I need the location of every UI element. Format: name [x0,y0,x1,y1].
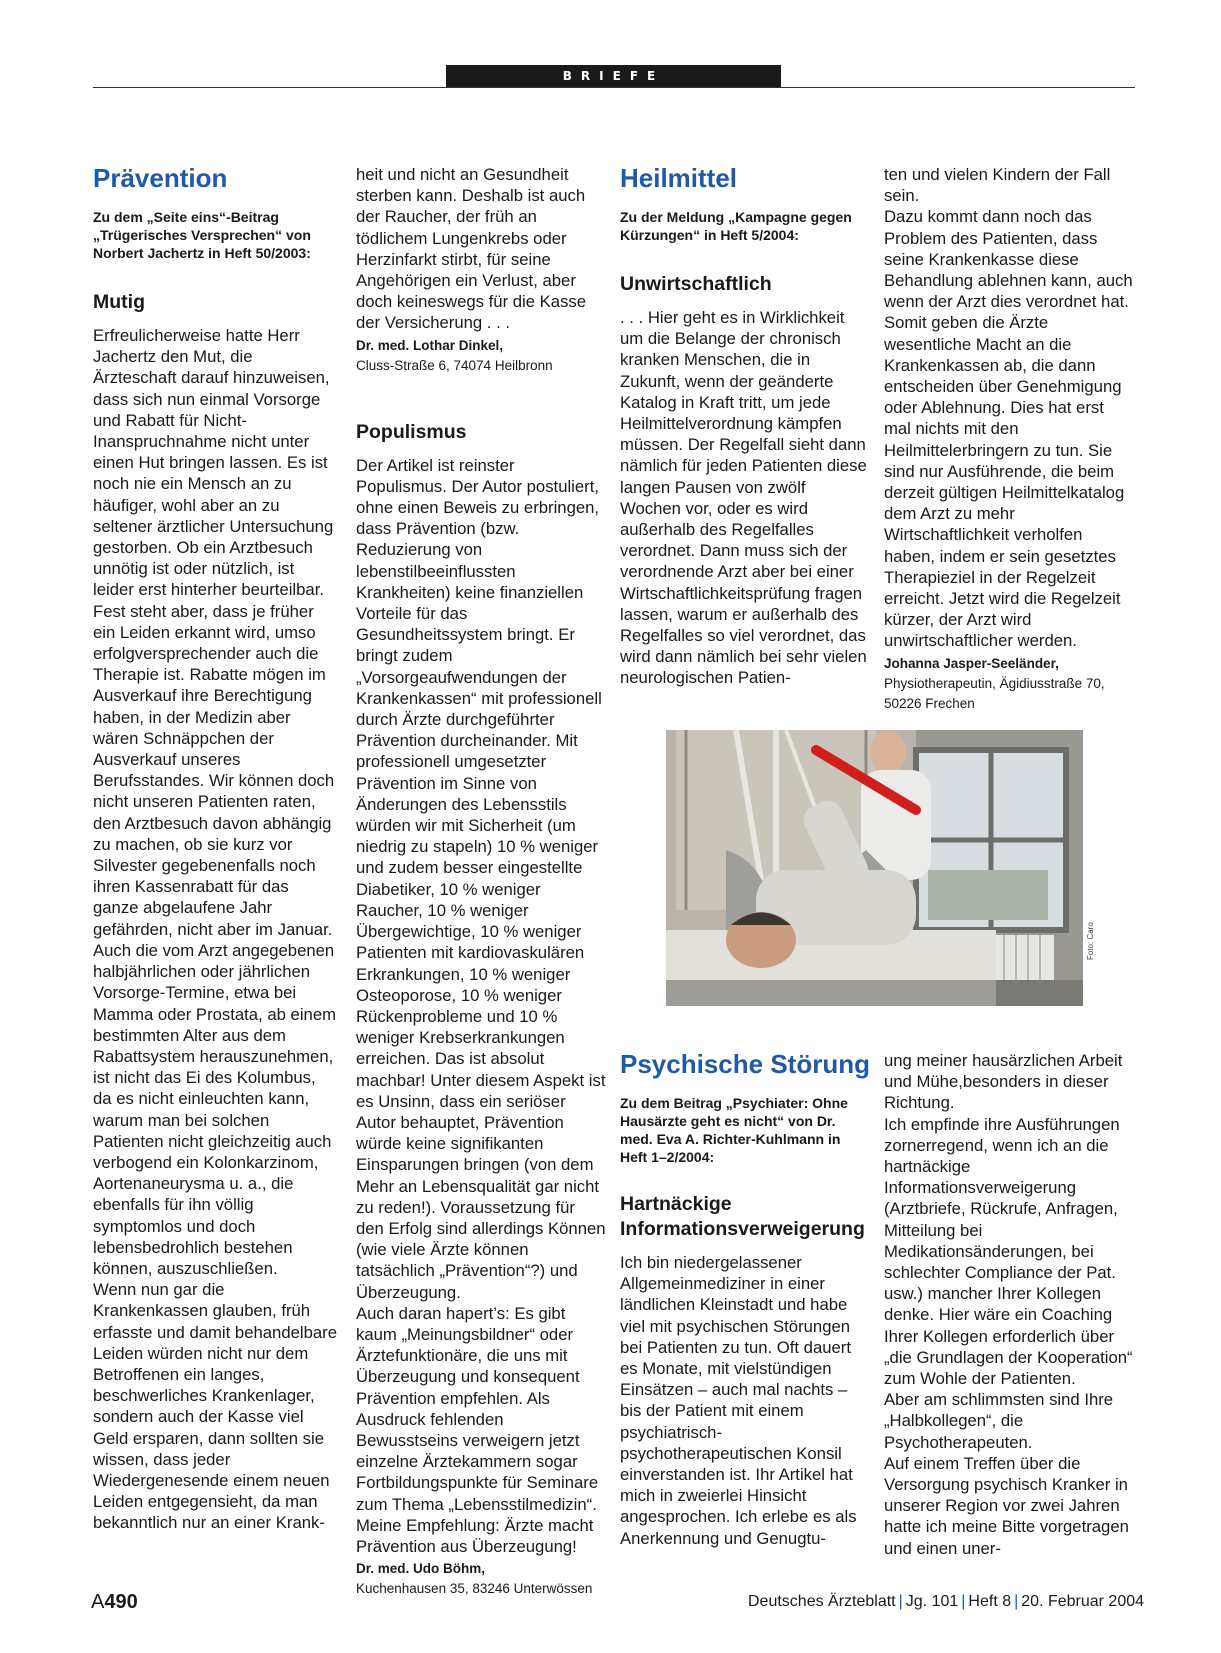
letter-heading-unwirtschaftlich: Unwirtschaftlich [620,273,772,295]
physiotherapy-photo [666,730,1083,1006]
letter-heading-populismus: Populismus [356,420,467,443]
letter-paragraph: . . . Hier geht es in Wirklichkeit um die Belange der chronisch kranken Menschen, die in Zukunft, wenn der geänderte Katalog in Kraft tritt, um jede Heilmittelverordnung kämpfen müssen. Der Regelfall sieht dann nämlich für jeden Patienten diese langen Pausen von zwölf Wochen vor, oder es wird außerhalb des Regelfalles verordnet. Dann muss sich der verordnende Arzt aber bei einer Wirtschaftlichkeitsprüfung fragen lassen, warum er außerhalb des Regelfalles so viel verordnet, das wird dann nämlich bei sehr vielen neurologischen Patien- [620,308,867,688]
section-title-heilmittel: Heilmittel [620,163,738,193]
section-title-praevention: Prävention [93,163,228,193]
article-reference: Zu dem Beitrag „Psychiater: Ohne Hausärzte geht es nicht“ von Dr. med. Eva A. Richter-Kuhlmann in Heft 1–2/2004: [620,1095,848,1165]
letter-paragraph: Ich empfinde ihre Ausführungen zornerregend, wenn ich an die hartnäckige Informationsverweigerung (Arztbriefe, Rückrufe, Anfragen, Mitteilung bei Medikationsänderungen, bei schlechter Compliance der Pat. usw.) mancher Ihrer Kollegen denke. Hier wäre ein Coaching Ihrer Kollegen erforderlich über „die Grundlagen der Kooperation“ zum Wohle der Patienten. [884,1114,1133,1389]
column-4 [884,164,1134,714]
letter-author: Johanna Jasper-Seeländer, [884,655,1059,671]
letter-author: Dr. med. Udo Böhm, [356,1561,486,1577]
letter-heading-mutig: Mutig [93,291,145,313]
letter-address: Cluss-Straße 6, 74074 Heilbronn [356,357,553,373]
page-prefix: A [91,1591,105,1613]
column-6 [884,1050,1134,1559]
article-reference: Zu dem „Seite eins“-Beitrag „Trügerisches Versprechen“ von Norbert Jachertz in Heft 50/2003: [93,209,311,261]
letter-paragraph: Auch daran hapert’s: Es gibt kaum „Meinungsbildner“ oder Ärztefunktionäre, die uns mit Überzeugung und konsequent Prävention empfehlen. Als Ausdruck fehlenden Bewusstseins verweigern jetzt einzelne Ärztekammern sogar Fortbildungspunkte für Seminare zum Thema „Lebensstilmedizin“. Meine Empfehlung: Ärzte macht Prävention aus Überzeugung! [356,1303,599,1556]
letter-paragraph: Ich bin niedergelassener Allgemeinmediziner in einer ländlichen Kleinstadt und habe viel mit psychischen Störungen bei Patienten zu tun. Oft dauert es Monate, mit vielstündigen Einsätzen – auch mal nachts – bis der Patient mit einem psychiatrisch-psychotherapeutischen Konsil einverstanden ist. Ihr Artikel hat mich in zweierlei Hinsicht angesprochen. Ich erlebe es als Anerkennung und Genugtu- [620,1253,857,1548]
letter-address: Kuchenhausen 35, 83246 Unterwössen [356,1581,593,1597]
letter-paragraph: heit und nicht an Gesundheit sterben kann. Deshalb ist auch der Raucher, der früh an tödlichem Lungenkrebs oder Herzinfarkt stirbt, für seine Angehörigen ein Verlust, aber doch keineswegs für die Kasse der Versicherung . . . [356,165,587,333]
section-label: BRIEFE [446,65,781,87]
journal-footer: Deutsches Ärzteblatt | Jg. 101 | Heft 8 | 20. Februar 2004 [748,1593,1145,1610]
column-1 [93,162,337,1534]
journal-volume: Jg. 101 [905,1593,959,1610]
letter-paragraph: Wenn nun gar die Krankenkassen glauben, früh erfasste und damit behandelbare Leiden würden nicht nur dem Betroffenen ein langes, beschwerliches Krankenlager, sondern auch der Kasse viel Geld ersparen, dann sollten sie wissen, dass jeder Wiedergenesende einem neuen Leiden entgegensieht, da man bekanntlich nur an einer Krank- [93,1280,337,1533]
page-number-value: 490 [104,1591,138,1613]
letter-author: Dr. med. Lothar Dinkel, [356,337,504,353]
letter-paragraph: Erfreulicherweise hatte Herr Jachertz den Mut, die Ärzteschaft darauf hinzuweisen, dass sich nun einmal Vorsorge und Rabatt für Nicht-Inanspruchnahme nicht unter einen Hut bringen lassen. Es ist noch nie ein Mensch an zu häufiger, wohl aber an zu seltener ärztlicher Untersuchung gestorben. Ob ein Arztbesuch unnötig ist oder nützlich, ist leider erst hinterher beurteilbar. Fest steht aber, dass je früher ein Leiden erkannt wird, umso erfolgversprechender auch die Therapie ist. Rabatte mögen im Ausverkauf ihre Berechtigung haben, in der Medizin aber wären Schnäppchen der Ausverkauf unseres Berufsstandes. Wir können doch nicht unseren Patienten raten, den Arztbesuch davon abhängig zu machen, ob sie kurz vor Silvester gegebenenfalls noch ihren Kassenrabatt für das ganze abgelaufene Jahr gefährden, nicht aber im Januar. Auch die vom Arzt angegebenen halbjährlichen oder jährlichen Vorsorge-Termine, etwa bei Mamma oder Prostata, ab einem bestimmten Alter aus dem Rabattsystem herauszunehmen, ist nicht das Ei des Kolumbus, da es nicht einleuchten kann, warum man bei solchen Patienten nicht gleichzeitig auch verbogend ein Kolonkarzinom, Aortenaneurysma u. a., die ebenfalls für ihn völlig symptomlos und doch lebensbedrohlich bestehen können, auszuschließen. [93,326,337,1278]
article-reference: Zu der Meldung „Kampagne gegen Kürzungen“ in Heft 5/2004: [620,209,852,243]
header-rule [93,87,1135,88]
letter-paragraph: Der Artikel ist reinster Populismus. Der Autor postuliert, ohne einen Beweis zu erbringen, dass Prävention (bzw. Reduzierung von lebenstilbeeinflussten Krankheiten) keine finanziellen Vorteile für das Gesundheitssystem bringt. Er bringt zudem „Vorsorgeaufwendungen der Krankenkassen“ mit professionell durch Ärzte durchgeführter Prävention durcheinander. Mit professionell umgesetzter Prävention im Sinne von Änderungen des Lebensstils würden wir mit Sicherheit (um niedrig zu stapeln) 10 % weniger und zudem besser eingestellte Diabetiker, 10 % weniger Raucher, 10 % weniger Übergewichtige, 10 % weniger Patienten mit kardiovaskulären Erkrankungen, 10 % weniger Osteoporose, 10 % weniger Rückenprobleme und 10 % weniger Krebserkrankungen erreichen. Das ist absolut machbar! Unter diesem Aspekt ist es Unsinn, dass ein seriöser Autor behauptet, Prävention würde keine signifikanten Einsparungen bringen (von dem Mehr an Lebensqualität gar nicht zu reden!). Voraussetzung für den Erfolg sind allerdings Können (wie viele Ärzte können tatsächlich „Prävention“?) und Überzeugung. [356,455,606,1302]
letter-heading-informationsverweigerung: Hartnäckige Informationsverweigerung [620,1193,865,1240]
column-5 [620,1048,870,1549]
page-number [91,1592,138,1612]
journal-date: 20. Februar 2004 [1021,1593,1145,1610]
letter-paragraph: ten und vielen Kindern der Fall sein. [884,165,1111,206]
journal-name: Deutsches Ärzteblatt [748,1593,896,1610]
section-title-psychische-stoerung: Psychische Störung [620,1049,870,1079]
column-2 [356,164,606,1599]
letter-address: Physiotherapeutin, Ägidiusstraße 70, 50226 Frechen [884,675,1105,711]
letter-paragraph: Dazu kommt dann noch das Problem des Patienten, dass seine Krankenkasse diese Behandlung ablehnen kann, auch wenn der Arzt dies verordnet hat. Somit geben die Ärzte wesentliche Macht an die Krankenkassen ab, die dann entscheiden über Genehmigung oder Ablehnung. Dies hat erst mal nichts mit den Heilmittelerbringern zu tun. Sie sind nur Ausführende, die beim derzeit gültigen Heilmittelkatalog dem Arzt zu mehr Wirtschaftlichkeit verholfen haben, indem er sein gesetztes Therapieziel in der Regelzeit erreicht. Jetzt wird die Regelzeit kürzer, der Arzt wird unwirtschaftlicher werden. [884,207,1133,651]
photo-credit: Foto: Caro [1086,922,1095,960]
journal-issue: Heft 8 [968,1593,1012,1610]
letter-paragraph: ung meiner hausärzlichen Arbeit und Mühe,besonders in dieser Richtung. [884,1051,1123,1113]
column-3 [620,162,870,689]
letter-paragraph: Aber am schlimmsten sind Ihre „Halbkollegen“, die Psychotherapeuten. [884,1390,1114,1452]
letter-paragraph: Auf einem Treffen über die Versorgung psychisch Kranker in unserer Region vor zwei Jahren hatte ich meine Bitte vorgetragen und einen uner- [884,1453,1129,1558]
